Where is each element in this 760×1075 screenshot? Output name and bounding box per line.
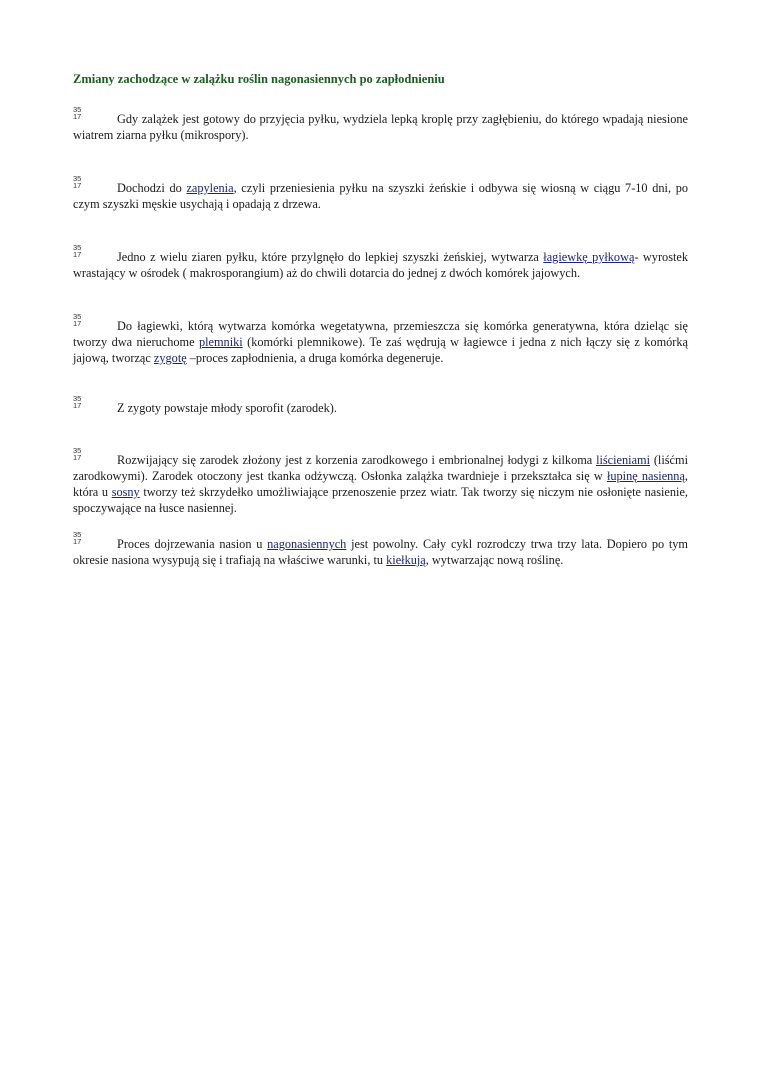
marker-top: 35: [73, 394, 82, 403]
paragraph-text: [73, 536, 688, 568]
paragraph-text-run: –proces zapłodnienia, a druga komórka degeneruje.: [186, 351, 444, 365]
marker-bottom: 17: [73, 537, 82, 546]
document-title: Zmiany zachodzące w zalążku roślin nagonasiennych po zapłodnieniu: [73, 72, 445, 86]
paragraph-marker: [73, 447, 81, 461]
inline-link[interactable]: plemniki: [198, 335, 243, 349]
marker-top: 35: [73, 446, 82, 455]
paragraph-text: [73, 452, 688, 516]
paragraph-marker: [73, 531, 81, 545]
paragraph-6: [73, 446, 688, 516]
paragraph-text-run: Do łagiewki, którą wytwarza komórka wegetatywna, przemieszcza się komórka generatywna, która dzieląc się tworzy dwa nieruchome: [73, 319, 688, 349]
inline-link[interactable]: zapylenia: [186, 181, 234, 195]
inline-link[interactable]: zygotę: [153, 351, 187, 365]
marker-top: 35: [73, 530, 82, 539]
paragraph-marker: [73, 313, 81, 327]
marker-bottom: 17: [73, 250, 82, 259]
paragraph-text: [73, 400, 688, 416]
paragraph-2: [73, 174, 688, 212]
paragraph-text-run: Z zygoty powstaje młody sporofit (zarodek).: [117, 401, 337, 415]
paragraph-5: [73, 394, 688, 416]
inline-link[interactable]: nagonasiennych: [267, 537, 347, 551]
inline-link[interactable]: łupinę nasienną: [606, 469, 685, 483]
inline-link[interactable]: łagiewkę pyłkową: [543, 250, 635, 264]
paragraph-text-run: (liśćmi zarodkowymi). Zarodek otoczony jest tkanka odżywczą. Osłonka zalążka twardnieje i przekształca się w: [73, 453, 688, 483]
marker-top: 35: [73, 105, 82, 114]
paragraph-marker: [73, 175, 81, 189]
paragraph-text-run: (komórki plemnikowe). Te zaś wędrują w łagiewce i jedna z nich łączy się z komórką jajową, tworząc: [73, 335, 689, 365]
paragraph-4: [73, 312, 689, 366]
paragraph-text-run: , która u: [73, 469, 688, 499]
paragraph-text-run: Rozwijający się zarodek złożony jest z korzenia zarodkowego i embrionalnej łodygi z kilkoma: [117, 453, 597, 467]
inline-link[interactable]: kiełkują: [386, 553, 426, 567]
paragraph-7: [73, 530, 688, 568]
paragraph-3: [73, 243, 689, 281]
paragraph-marker: [73, 106, 81, 120]
paragraph-text-run: , czyli przeniesienia pyłku na szyszki żeńskie i odbywa się wiosną w ciągu 7-10 dni, po czym szyszki męskie usychają i opadają z drzewa.: [73, 181, 688, 211]
paragraph-text: [73, 318, 688, 366]
paragraph-text-run: Jedno z wielu ziaren pyłku, które przylgnęło do lepkiej szyszki żeńskiej, wytwarza: [117, 250, 544, 264]
paragraph-text-run: , wytwarzając nową roślinę.: [425, 553, 564, 567]
marker-bottom: 17: [73, 112, 82, 121]
paragraph-text: [73, 249, 688, 281]
marker-top: 35: [73, 312, 82, 321]
marker-bottom: 17: [73, 453, 82, 462]
paragraph-text-run: tworzy też skrzydełko umożliwiające przenoszenie przez wiatr. Tak tworzy się niczym nie osłonięte nasienie, spoczywające na łusce nasiennej.: [73, 485, 688, 515]
marker-top: 35: [73, 174, 82, 183]
marker-top: 35: [73, 243, 82, 252]
marker-bottom: 17: [73, 319, 82, 328]
inline-link[interactable]: sosny: [111, 485, 140, 499]
paragraph-text-run: Proces dojrzewania nasion u: [117, 537, 268, 551]
inline-link[interactable]: liścieniami: [596, 453, 651, 467]
paragraph-text-run: - wyrostek wrastający w ośrodek ( makrosporangium) aż do chwili dotarcia do jednej z dwóch komórek jajowych.: [73, 250, 689, 280]
paragraph-1: [73, 105, 688, 143]
paragraph-text-run: Dochodzi do: [117, 181, 187, 195]
paragraph-text-run: jest powolny. Cały cykl rozrodczy trwa trzy lata. Dopiero po tym okresie nasiona wysypują się i trafiają na właściwe warunki, tu: [73, 537, 688, 567]
paragraph-marker: [73, 395, 81, 409]
paragraph-text-run: Gdy zalążek jest gotowy do przyjęcia pyłku, wydziela lepką kroplę przy zagłębieniu, do którego wpadają niesione wiatrem ziarna pyłku (mikrospory).: [73, 112, 688, 142]
paragraph-text: [73, 180, 688, 212]
paragraph-marker: [73, 244, 81, 258]
marker-bottom: 17: [73, 181, 82, 190]
paragraph-text: [73, 111, 688, 143]
marker-bottom: 17: [73, 401, 82, 410]
